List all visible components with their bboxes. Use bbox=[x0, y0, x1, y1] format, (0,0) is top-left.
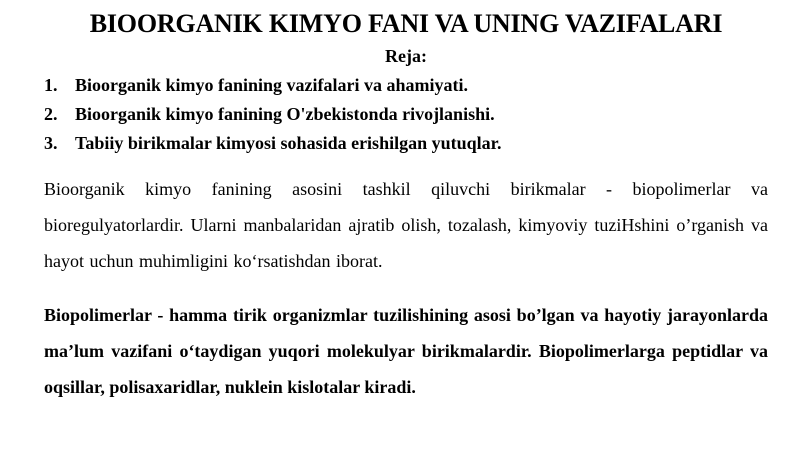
plan-item-number: 1. bbox=[44, 75, 58, 95]
biopolymers-paragraph: Biopolimerlar - hamma tirik organizmlar tuzilishining asosi bo’lgan va hayotiy jarayonlarda ma’lum vazifani o‘taydigan yuqori molekulyar birikmalardir. Biopolimerlarga peptidlar va oqsillar, polisaxaridlar, nuklein kislotalar kiradi. bbox=[44, 305, 768, 397]
intro-paragraph: Bioorganik kimyo fanining asosini tashkil qiluvchi birikmalar - biopolimerlar va bioregulyatorlardir. Ularni manbalaridan ajratib olish, tozalash, kimyoviy tuziHshini o’rganish va hayot uchun muhimligini ko‘rsatishdan iborat. bbox=[44, 179, 768, 271]
plan-heading: Reja: bbox=[385, 46, 427, 66]
plan-item-number: 2. bbox=[44, 104, 58, 124]
plan-item-number: 3. bbox=[44, 133, 58, 153]
slide-title: BIOORGANIK KIMYO FANI VA UNING VAZIFALARI bbox=[89, 9, 723, 38]
slide bbox=[0, 10, 800, 459]
plan-item-text: Tabiiy birikmalar kimyosi sohasida erishilgan yutuqlar. bbox=[75, 133, 502, 153]
plan-item bbox=[44, 100, 768, 129]
plan-item bbox=[44, 129, 768, 158]
plan-list bbox=[44, 71, 768, 158]
plan-item bbox=[44, 71, 768, 100]
plan-item-text: Bioorganik kimyo fanining vazifalari va ahamiyati. bbox=[75, 75, 469, 95]
plan-item-text: Bioorganik kimyo fanining O'zbekistonda rivojlanishi. bbox=[75, 104, 495, 124]
